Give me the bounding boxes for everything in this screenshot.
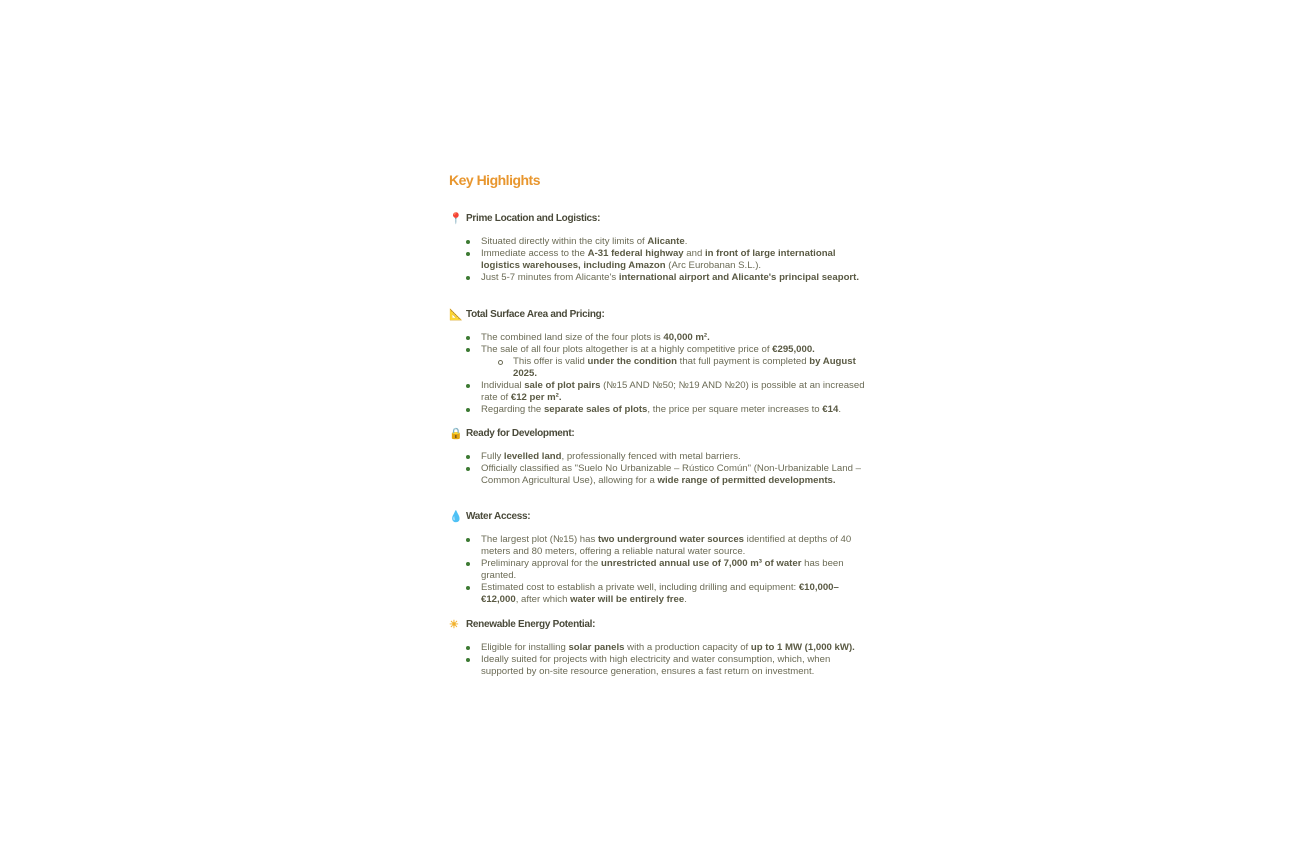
section-heading-text: Ready for Development:	[466, 428, 575, 439]
text-segment: Fully	[481, 451, 504, 462]
text-segment: Eligible for installing	[481, 642, 569, 653]
list-item	[481, 534, 869, 558]
section-4	[449, 510, 869, 606]
bold-text: water will be entirely free	[570, 594, 685, 605]
bullet-list	[449, 534, 869, 606]
bold-text: €295,000.	[772, 344, 815, 355]
map-pin-icon: 📍	[449, 213, 463, 225]
bold-text: A-31 federal highway	[587, 248, 684, 259]
text-segment: that full payment is completed	[677, 356, 810, 367]
sub-bullet-list	[481, 356, 869, 380]
text-segment: and	[683, 248, 705, 259]
bold-text: under the condition	[587, 356, 678, 367]
text-segment: , after which	[515, 594, 571, 605]
bullet-list	[449, 642, 869, 678]
text-segment: Ideally suited for projects with high electricity and water consumption, which, when supported by on-site resource generation, ensures a fast return on investment.	[481, 654, 831, 677]
text-segment: Just 5-7 minutes from Alicante's	[481, 272, 619, 283]
list-item	[481, 463, 869, 487]
list-item	[481, 380, 869, 404]
water-drop-icon: 💧	[449, 511, 463, 523]
text-segment: This offer is valid	[513, 356, 588, 367]
text-segment: Preliminary approval for the	[481, 558, 601, 569]
text-segment: , the price per square meter increases to	[647, 404, 823, 415]
bold-text: unrestricted annual use of 7,000 m³ of water	[600, 558, 802, 569]
list-item	[481, 654, 869, 678]
text-segment: .	[838, 404, 841, 415]
section-heading-text: Total Surface Area and Pricing:	[466, 309, 605, 320]
text-segment: The largest plot (№15) has	[481, 534, 598, 545]
text-segment: The combined land size of the four plots is	[481, 332, 664, 343]
text-segment: (Arc Eurobanan S.L.).	[665, 260, 762, 271]
list-item	[481, 451, 869, 463]
bold-text: wide range of permitted developments.	[657, 475, 836, 486]
text-segment: .	[684, 594, 687, 605]
list-item	[481, 332, 869, 344]
bold-text: €14	[822, 404, 839, 415]
bold-text: levelled land	[503, 451, 562, 462]
bold-text: solar panels	[568, 642, 625, 653]
text-segment: Estimated cost to establish a private well, including drilling and equipment:	[481, 582, 799, 593]
section-heading	[449, 618, 869, 632]
text-segment: , professionally fenced with metal barriers.	[561, 451, 741, 462]
ruler-icon: 📐	[449, 309, 463, 321]
bold-text: separate sales of plots	[543, 404, 648, 415]
bold-text: Alicante	[647, 236, 685, 247]
list-item	[481, 236, 869, 248]
bullet-list	[449, 236, 869, 284]
list-item	[481, 272, 869, 284]
list-item	[481, 344, 869, 380]
bold-text: international airport and Alicante's principal seaport.	[618, 272, 860, 283]
bold-text: sale of plot pairs	[524, 380, 601, 391]
section-2	[449, 308, 869, 416]
text-segment: Immediate access to the	[481, 248, 588, 259]
bold-text: two underground water sources	[597, 534, 745, 545]
bullet-list	[449, 451, 869, 487]
bold-text: €12 per m².	[510, 392, 562, 403]
list-item	[481, 404, 869, 416]
section-heading	[449, 212, 869, 226]
bold-text: €10,000–€12,000	[481, 582, 839, 605]
section-heading-text: Renewable Energy Potential:	[466, 619, 596, 630]
text-segment: with a production capacity of	[624, 642, 751, 653]
bold-text: by August 2025.	[513, 356, 856, 379]
text-segment: Individual	[481, 380, 525, 391]
section-1	[449, 212, 869, 284]
section-heading	[449, 427, 869, 441]
lock-icon: 🔒	[449, 428, 463, 440]
text-segment: (№15 AND №50; №19 AND №20) is possible at an increased rate of	[481, 380, 865, 403]
section-3	[449, 427, 869, 487]
list-item	[481, 642, 869, 654]
text-segment: Situated directly within the city limits of	[481, 236, 648, 247]
list-item	[481, 582, 869, 606]
text-segment: The sale of all four plots altogether is at a highly competitive price of	[481, 344, 773, 355]
section-5	[449, 618, 869, 678]
list-item	[481, 248, 869, 272]
bold-text: up to 1 MW (1,000 kW).	[750, 642, 855, 653]
page-title: Key Highlights	[449, 172, 541, 188]
bold-text: in front of large international logistics warehouses, including Amazon	[481, 248, 836, 271]
text-segment: identified at depths of 40 meters and 80 meters, offering a reliable natural water source.	[481, 534, 852, 557]
list-item	[481, 558, 869, 582]
bullet-list	[449, 332, 869, 416]
section-heading	[449, 308, 869, 322]
section-heading-text: Water Access:	[466, 511, 531, 522]
sun-icon: ☀	[449, 619, 459, 631]
bold-text: 40,000 m².	[663, 332, 710, 343]
section-heading-text: Prime Location and Logistics:	[466, 213, 601, 224]
text-segment: has been granted.	[481, 558, 844, 581]
key-highlights-content	[449, 170, 869, 677]
section-heading	[449, 510, 869, 524]
text-segment: Regarding the	[481, 404, 544, 415]
text-segment: .	[684, 236, 688, 247]
text-segment: Officially classified as "Suelo No Urbanizable – Rústico Común" (Non-Urbanizable Land – Common Agricultural Use), allowing for a	[481, 463, 861, 486]
sub-list-item	[513, 356, 869, 380]
